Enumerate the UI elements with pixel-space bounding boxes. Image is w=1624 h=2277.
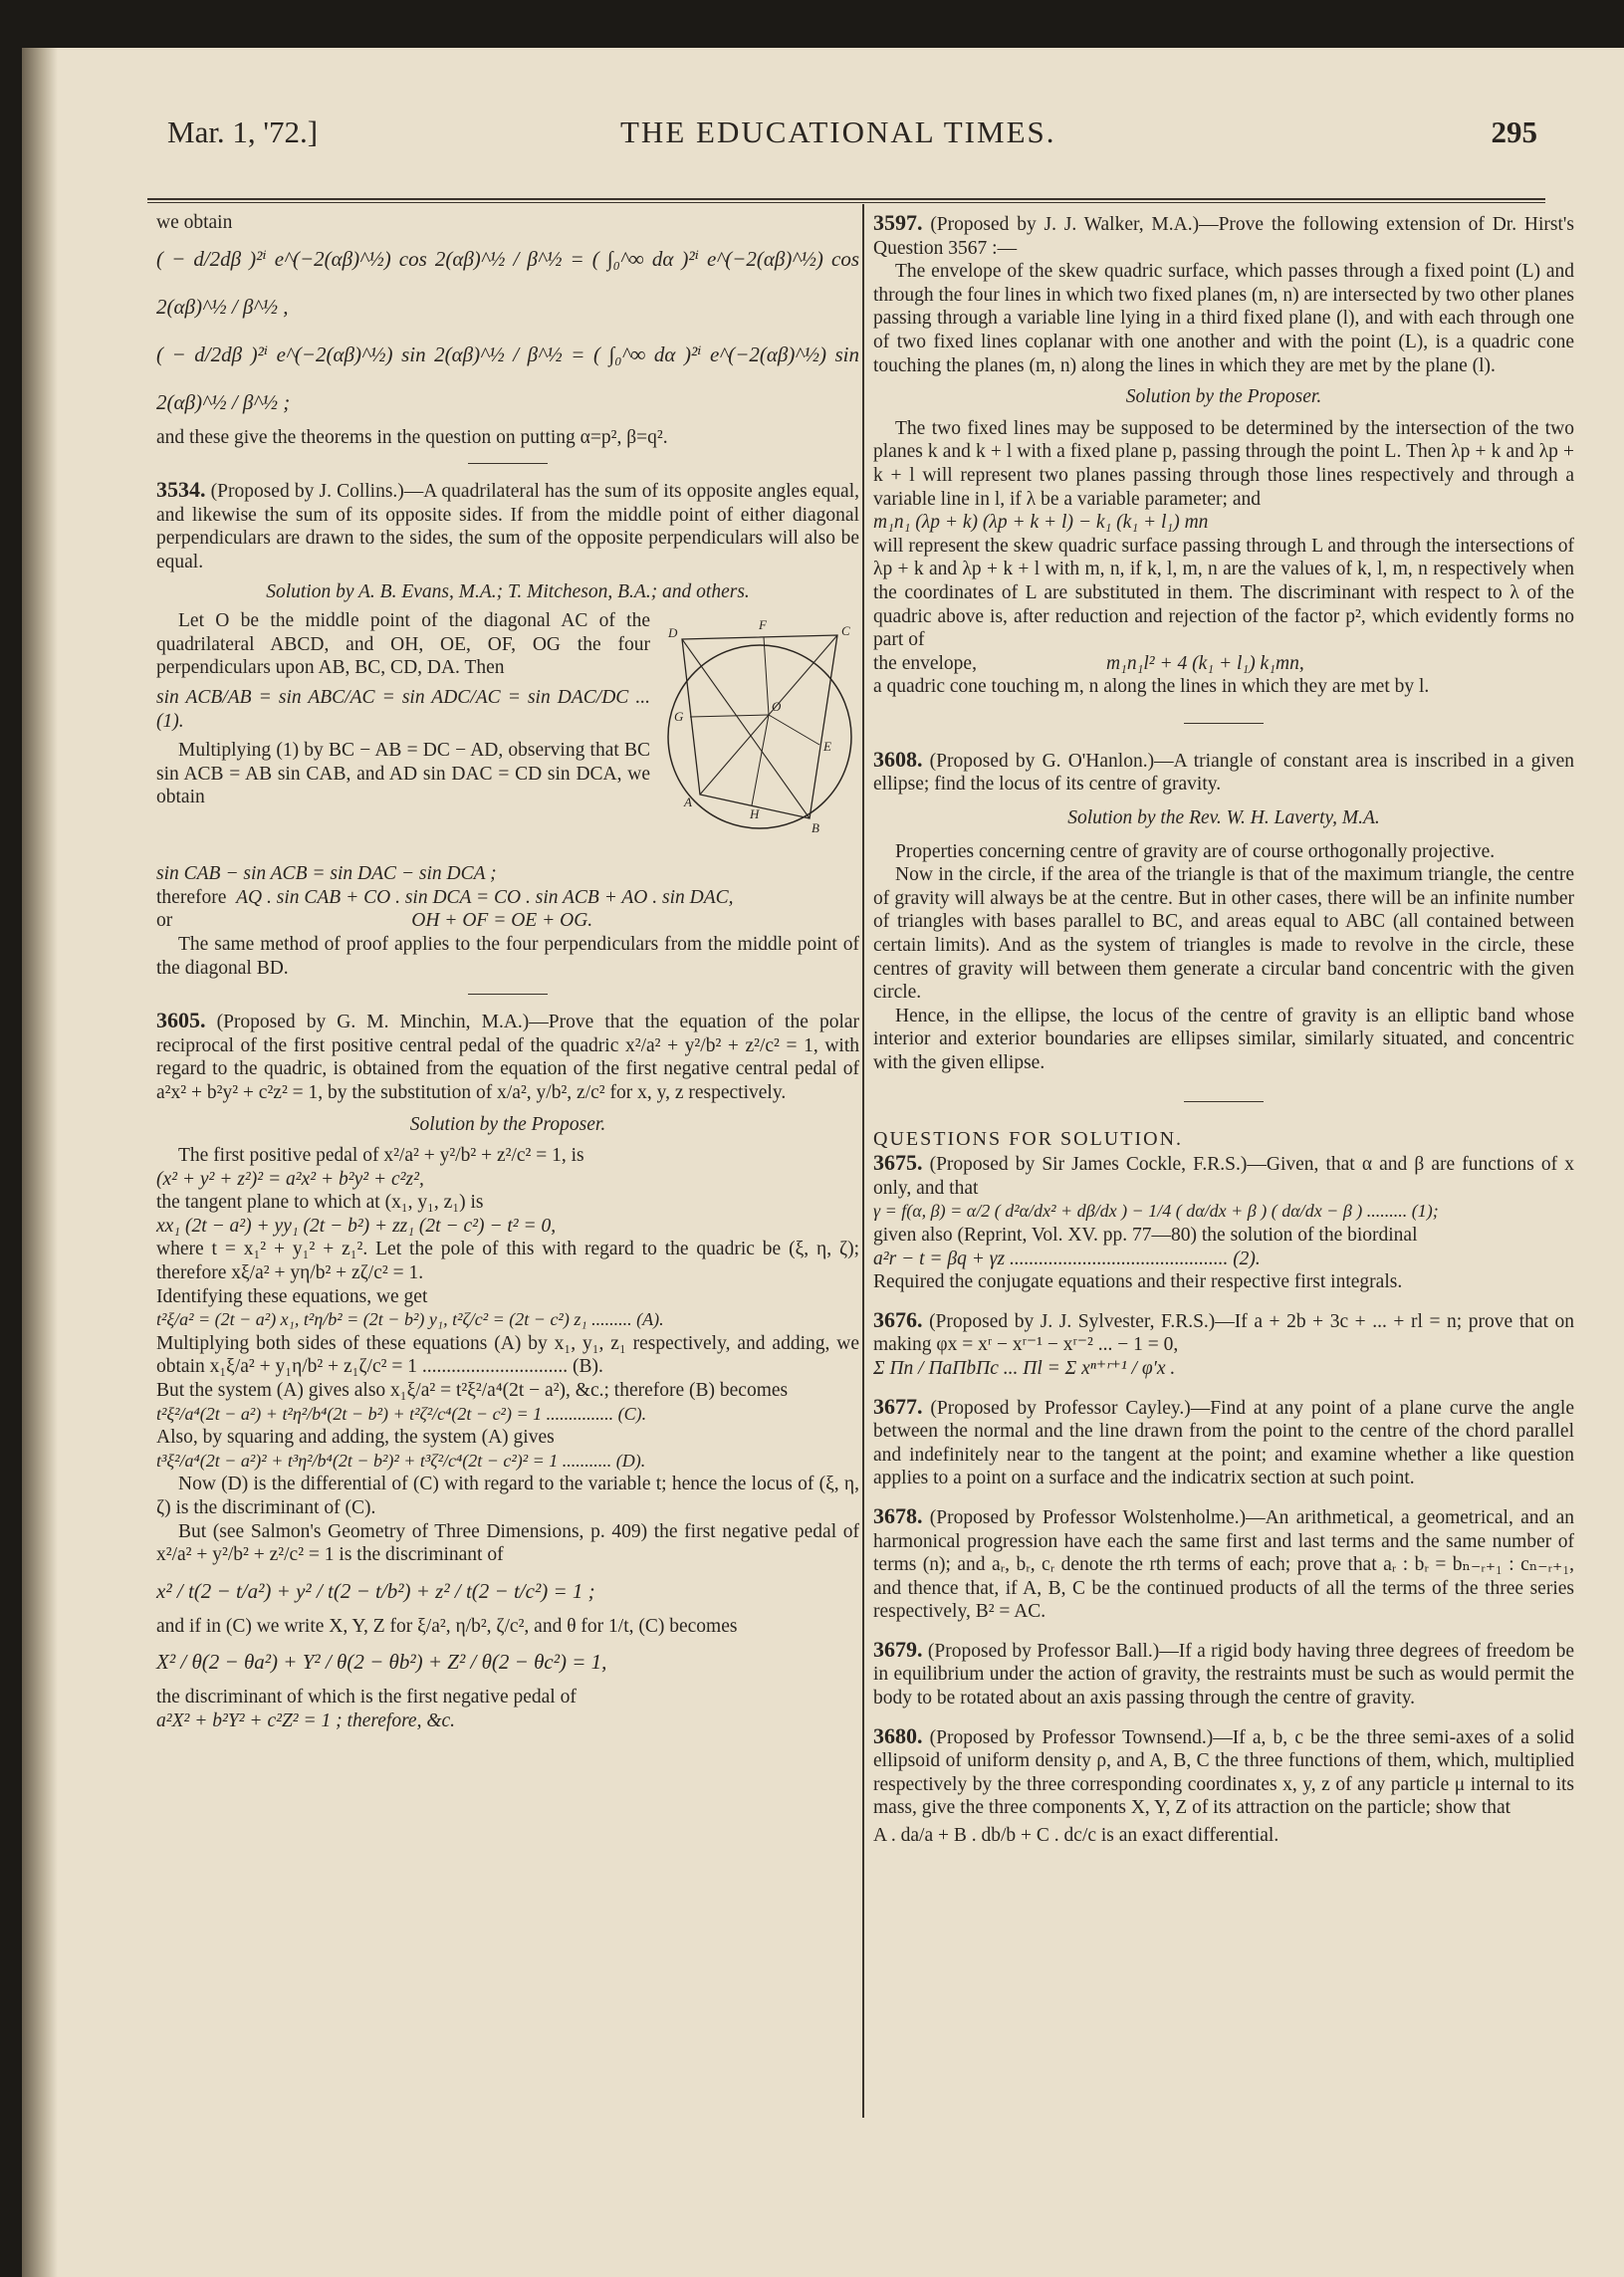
- question-text: (Proposed by Professor Townsend.)—If a, b, c be the three semi-axes of a solid ellipsoid of uniform density ρ, and A, B, C the three functions of them, which, multiplied respectively by the three corresponding coordinates x, y, z of any particle μ internal to its mass, give the three components X, Y, Z of its attraction on the particle; show that: [873, 1726, 1575, 1819]
- question-number: 3675.: [873, 1150, 923, 1176]
- paragraph: Identifying these equations, we get: [156, 1285, 428, 1307]
- fig-label: F: [759, 617, 767, 633]
- fig-label: A: [684, 795, 692, 810]
- header-rule: [147, 198, 1545, 200]
- paragraph: where t = x₁² + y₁² + z₁². Let the pole of this with regard to the quadric be (ξ, η, ζ); therefore xξ/a² + yη/b² + zζ/c² = 1.: [156, 1239, 859, 1284]
- equation: sin ACB/AB = sin ABC/AC = sin ADC/AC = sin DAC/DC ... (1).: [156, 686, 650, 732]
- issue-date: Mar. 1, '72.]: [167, 114, 319, 149]
- column-divider: [862, 204, 864, 2118]
- page-gutter: [22, 48, 58, 2277]
- fig-label: G: [674, 709, 684, 725]
- paragraph: Hence, in the ellipse, the locus of the centre of gravity is an elliptic band whose interior and exterior boundaries are ellipses similar, similarly situated, and concentric with the given ellipse.: [873, 1005, 1574, 1073]
- right-column: [873, 211, 1574, 1848]
- perpendicular-og: [690, 715, 769, 717]
- equation: Σ Πn / ΠaΠbΠc ... Πl = Σ xⁿ⁺ʳ⁺¹ / φ′x .: [873, 1357, 1176, 1379]
- equation: X² / θ(2 − θa²) + Y² / θ(2 − θb²) + Z² / θ(2 − θc²) = 1,: [156, 1650, 607, 1675]
- paragraph: will represent the skew quadric surface passing through L and through the intersections of λp + k and λp + k + l with m, n, if k, l, m, n are the values of k, l, m, n respectively when the coordinates of L are substituted in them. The discriminant with respect to λ of the quadric above is, after reduction and rejection of the factor p², which evidently forms no part of: [873, 535, 1574, 651]
- paragraph: the discriminant of which is the first negative pedal of: [156, 1687, 577, 1708]
- equation: m₁n₁l² + 4 (k₁ + l₁) k₁mn,: [1105, 652, 1304, 674]
- publication-title: THE EDUCATIONAL TIMES.: [620, 114, 1056, 149]
- equation: a²X² + b²Y² + c²Z² = 1 ; therefore, &c.: [156, 1709, 456, 1731]
- equation-lead: or: [156, 910, 173, 932]
- question-text: (Proposed by Professor Ball.)—If a rigid body having three degrees of freedom be in equilibrium under the action of gravity, the restraints must be such as would permit the body to be rotated about an axis passing through the centre of gravity.: [873, 1640, 1574, 1709]
- solution-heading: Solution by the Proposer.: [1125, 386, 1322, 408]
- question-text: (Proposed by J. J. Sylvester, F.R.S.)—If a + 2b + 3c + ... + rl = n; prove that on making φx = xʳ − xʳ⁻¹ − xʳ⁻² ... − 1 = 0,: [873, 1310, 1574, 1356]
- fig-label: D: [668, 625, 678, 641]
- equation: xx₁ (2t − a²) + yy₁ (2t − b²) + zz₁ (2t − c²) − t² = 0,: [156, 1215, 557, 1237]
- paragraph: Multiplying (1) by BC − AB = DC − AD, observing that BC sin ACB = AB sin CAB, and AD sin DAC = CD sin DCA, we obtain: [156, 740, 650, 808]
- question-number: 3677.: [873, 1393, 923, 1419]
- fig-label: C: [841, 623, 850, 639]
- question-text: (Proposed by G. O'Hanlon.)—A triangle of constant area is inscribed in a given ellipse; find the locus of its centre of gravity.: [873, 750, 1574, 796]
- paragraph: But (see Salmon's Geometry of Three Dimensions, p. 409) the first negative pedal of x²/a² + y²/b² + z²/c² = 1 is the discriminant of: [156, 1520, 859, 1566]
- paragraph: The two fixed lines may be supposed to be determined by the intersection of the two planes k and k + l with a fixed plane p, passing through the point L. Then λp + k and λp + k + l will represent two planes passing through those lines respectively and through a variable line in l, if λ be a variable parameter; and: [873, 417, 1574, 510]
- paragraph: Let O be the middle point of the diagonal AC of the quadrilateral ABCD, and OH, OE, OF, OG the four perpendiculars upon AB, BC, CD, DA. Then: [156, 610, 650, 679]
- equation: ( − d/2dβ )²ⁱ e^(−2(αβ)^½) sin 2(αβ)^½ / β^½ = ( ∫₀^∞ dα )²ⁱ e^(−2(αβ)^½) sin 2(αβ)^½ / β^½ ;: [156, 342, 859, 414]
- question-text: (Proposed by J. Collins.)—A quadrilateral has the sum of its opposite angles equal, and likewise the sum of its opposite sides. If from the middle point of either diagonal perpendiculars are drawn to the sides, the sum of the opposite perpendiculars will also be equal.: [156, 481, 860, 572]
- question-number: 3534.: [156, 477, 206, 503]
- section-heading: QUESTIONS FOR SOLUTION.: [873, 1127, 1184, 1150]
- paragraph: and these give the theorems in the question on putting α=p², β=q².: [156, 426, 668, 448]
- question-number: 3680.: [873, 1722, 923, 1748]
- equation: γ = f(α, β) = α/2 ( d²α/dx² + dβ/dx ) − 1/4 ( dα/dx + β ) ( dα/dx − β ) ......... (1);: [873, 1201, 1439, 1222]
- question-number: 3608.: [873, 746, 923, 772]
- intro-line: we obtain: [156, 212, 233, 233]
- equation-lead: the envelope,: [873, 652, 977, 674]
- section-rule: [468, 463, 548, 464]
- question-number: 3605.: [156, 1008, 206, 1033]
- equation: t²ξ²/a⁴(2t − a²) + t²η²/b⁴(2t − b²) + t²ζ²/c⁴(2t − c²) = 1 ............... (C).: [156, 1403, 647, 1424]
- paragraph: But the system (A) gives also x₁ξ/a² = t²ξ²/a⁴(2t − a²), &c.; therefore (B) becomes: [156, 1380, 789, 1402]
- paragraph: Also, by squaring and adding, the system (A) gives: [156, 1427, 555, 1449]
- solution-heading: Solution by the Rev. W. H. Laverty, M.A.: [1067, 807, 1380, 829]
- equation: A . da/a + B . db/b + C . dc/c is an exact differential.: [873, 1825, 1279, 1847]
- perpendicular-of: [764, 637, 769, 715]
- question-text: (Proposed by Professor Cayley.)—Find at any point of a plane curve the angle between the normal and the line drawn from the point to the centre of the chord parallel and indefinitely near to the tangent at the point; and examine whether a like question applies to a point on a surface and the indicatrix section at such point.: [873, 1397, 1574, 1489]
- equation: sin CAB − sin ACB = sin DAC − sin DCA ;: [156, 863, 497, 885]
- quadrilateral-figure: [660, 613, 859, 858]
- paragraph: a quadric cone touching m, n along the lines in which they are met by l.: [873, 676, 1430, 698]
- fig-label: O: [772, 699, 782, 715]
- equation: t³ξ²/a⁴(2t − a²)² + t³η²/b⁴(2t − b²)² + t³ζ²/c⁴(2t − c²)² = 1 ........... (D).: [156, 1450, 646, 1471]
- question-text: (Proposed by Sir James Cockle, F.R.S.)—Given, that α and β are functions of x only, and that: [873, 1154, 1574, 1199]
- question-number: 3678.: [873, 1502, 923, 1528]
- header-rule-thin: [147, 202, 1545, 203]
- perpendicular-oe: [769, 715, 819, 745]
- solution-heading: Solution by A. B. Evans, M.A.; T. Mitcheson, B.A.; and others.: [266, 580, 750, 602]
- paragraph: Now (D) is the differential of (C) with regard to the variable t; hence the locus of (ξ, η, ζ) is the discriminant of (C).: [156, 1474, 859, 1518]
- paragraph: given also (Reprint, Vol. XV. pp. 77—80) the solution of the biordinal: [873, 1224, 1418, 1246]
- fig-label: E: [823, 739, 831, 755]
- fig-label: B: [812, 820, 819, 836]
- equation: OH + OF = OE + OG.: [411, 910, 593, 932]
- equation: a²r − t = βq + γz ............................................. (2).: [873, 1248, 1261, 1269]
- paragraph: Now in the circle, if the area of the triangle is that of the maximum triangle, the centre of gravity will always be at the centre. But in other cases, there will be an infinite number of triangles with bases parallel to BC, and areas equal to ABC (all contained between certain limits). And as the system of triangles is made to revolve in the circle, these centres of gravity will between them generate a circular band concentric with the given circle.: [873, 864, 1574, 1004]
- paragraph: the tangent plane to which at (x₁, y₁, z₁) is: [156, 1192, 484, 1214]
- question-text: (Proposed by Professor Wolstenholme.)—An arithmetical, a geometrical, and an harmonical progression have each the same first and last terms and the same number of terms (n); and aᵣ, bᵣ, cᵣ denote the rth terms of each; prove that aᵣ : bᵣ = bₙ₋ᵣ₊₁ : cₙ₋ᵣ₊₁, and thence that, if A, B, C be the continued products of all the terms of the three series respectively, B² = AC.: [873, 1506, 1574, 1623]
- paragraph: The envelope of the skew quadric surface, which passes through a fixed point (L) and through the four lines in which two fixed planes (m, n) are intersected by two other planes passing through a variable line lying in a third fixed plane (l), and with each through one of two fixed lines coplanar with one another and with the point (L), is a quadric cone touching the planes (m, n) along the lines in which they are met by the plane (l).: [873, 261, 1574, 376]
- diagonal-bd: [682, 639, 810, 818]
- equation: x² / t(2 − t/a²) + y² / t(2 − t/b²) + z² / t(2 − t/c²) = 1 ;: [156, 1578, 595, 1603]
- paragraph: The same method of proof applies to the four perpendiculars from the middle point of the diagonal BD.: [156, 933, 859, 979]
- section-rule: [468, 994, 548, 995]
- fig-label: H: [750, 806, 760, 822]
- equation-lead: therefore: [156, 886, 227, 908]
- circle: [668, 645, 851, 828]
- section-rule: [1184, 1101, 1264, 1102]
- perpendicular-oh: [752, 715, 769, 805]
- question-text: (Proposed by J. J. Walker, M.A.)—Prove the following extension of Dr. Hirst's Question 3567 :—: [873, 214, 1575, 259]
- equation: ( − d/2dβ )²ⁱ e^(−2(αβ)^½) cos 2(αβ)^½ / β^½ = ( ∫₀^∞ dα )²ⁱ e^(−2(αβ)^½) cos 2(αβ)^½ / β^½ ,: [156, 246, 859, 319]
- equation: AQ . sin CAB + CO . sin DCA = CO . sin ACB + AO . sin DAC,: [236, 886, 734, 908]
- page-header: [167, 114, 1537, 170]
- paragraph: Required the conjugate equations and their respective first integrals.: [873, 1271, 1403, 1293]
- paragraph: Multiplying both sides of these equations (A) by x₁, y₁, z₁ respectively, and adding, we obtain x₁ξ/a² + y₁η/b² + z₁ζ/c² = 1 .............................. (B).: [156, 1332, 859, 1378]
- question-number: 3597.: [873, 210, 923, 235]
- page-number: 295: [1491, 114, 1537, 149]
- solution-heading: Solution by the Proposer.: [409, 1113, 606, 1135]
- paragraph: The first positive pedal of x²/a² + y²/b² + z²/c² = 1, is: [178, 1145, 584, 1167]
- left-column: [156, 211, 859, 1733]
- question-text: (Proposed by G. M. Minchin, M.A.)—Prove that the equation of the polar reciprocal of the first positive central pedal of the quadric x²/a² + y²/b² + z²/c² = 1, with regard to the quadric, is obtained from the equation of the first negative central pedal of a²x² + b²y² + c²z² = 1, by the substitution of x/a², y/b², z/c² for x, y, z respectively.: [156, 1012, 860, 1103]
- section-rule: [1184, 723, 1264, 724]
- paragraph: and if in (C) we write X, Y, Z for ξ/a², η/b², ζ/c², and θ for 1/t, (C) becomes: [156, 1615, 738, 1637]
- question-number: 3676.: [873, 1306, 923, 1332]
- paragraph: Properties concerning centre of gravity are of course orthogonally projective.: [895, 840, 1496, 862]
- equation: m₁n₁ (λp + k) (λp + k + l) − k₁ (k₁ + l₁) mn: [873, 512, 1209, 534]
- question-number: 3679.: [873, 1636, 923, 1662]
- equation: t²ξ/a² = (2t − a²) x₁, t²η/b² = (2t − b²) y₁, t²ζ/c² = (2t − c²) z₁ ......... (A).: [156, 1309, 664, 1330]
- equation: (x² + y² + z²)² = a²x² + b²y² + c²z²,: [156, 1168, 424, 1190]
